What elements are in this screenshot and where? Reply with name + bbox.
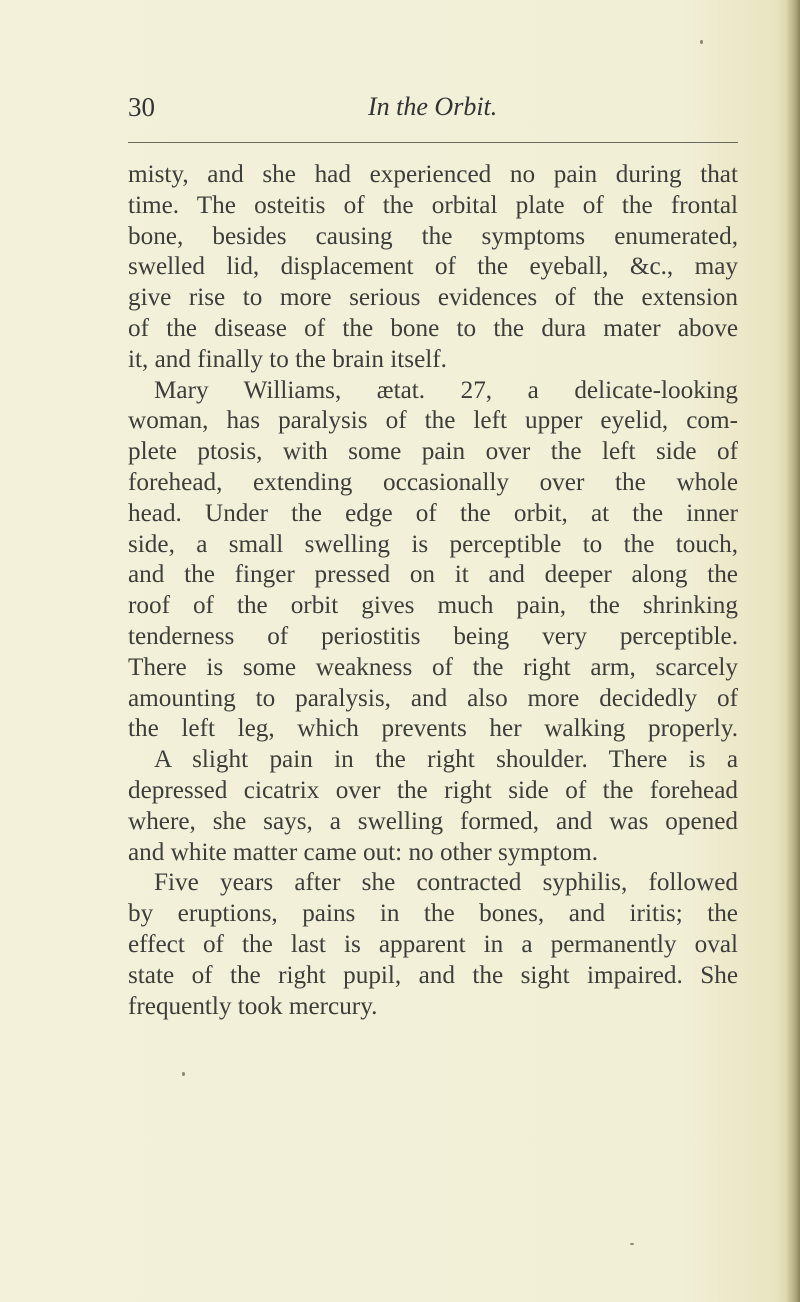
text-line: time. The osteitis of the orbital plate of the frontal <box>128 191 738 219</box>
text-line: plete ptosis, with some pain over the left side of <box>128 438 738 466</box>
page-edge-shadow <box>786 0 800 1302</box>
text-line: frequently took mercury. <box>128 992 378 1020</box>
running-title: In the Orbit. <box>368 92 498 121</box>
text-line: by eruptions, pains in the bones, and iritis; the <box>128 900 738 928</box>
page-number: 30 <box>128 92 155 122</box>
text-line: it, and finally to the brain itself. <box>128 345 447 373</box>
text-line: Five years after she contracted syphilis, followed <box>154 869 738 897</box>
paper-speck <box>700 40 703 44</box>
text-line: misty, and she had experienced no pain during that <box>128 161 738 188</box>
page-header <box>128 92 738 132</box>
text-line: and the finger pressed on it and deeper along the <box>128 561 738 589</box>
text-line: amounting to paralysis, and also more decidedly of <box>128 684 738 712</box>
text-line: swelled lid, displacement of the eyeball, &c., may <box>128 253 738 281</box>
paper-speck <box>182 1072 185 1076</box>
text-line: A slight pain in the right shoulder. There is a <box>154 746 738 774</box>
text-line: head. Under the edge of the orbit, at the inner <box>128 499 738 527</box>
text-line: tenderness of periostitis being very perceptible. <box>128 622 738 650</box>
text-line: where, she says, a swelling formed, and was opened <box>128 807 738 835</box>
paper-speck <box>630 1243 634 1245</box>
text-line: There is some weakness of the right arm, scarcely <box>128 653 738 681</box>
text-line: give rise to more serious evidences of the extension <box>128 284 738 312</box>
header-rule <box>128 142 738 143</box>
text-line: state of the right pupil, and the sight impaired. She <box>128 961 738 989</box>
text-line: Mary Williams, ætat. 27, a delicate-looking <box>154 376 738 404</box>
text-line: the left leg, which prevents her walking properly. <box>128 715 738 743</box>
text-line: forehead, extending occasionally over the whole <box>128 468 738 496</box>
text-line: of the disease of the bone to the dura mater above <box>128 314 738 342</box>
text-line: depressed cicatrix over the right side of the forehead <box>128 776 738 804</box>
text-line: side, a small swelling is perceptible to the touch, <box>128 530 738 558</box>
body-text <box>128 160 738 1022</box>
text-line: woman, has paralysis of the left upper eyelid, com- <box>128 407 738 435</box>
text-line: and white matter came out: no other symptom. <box>128 838 599 866</box>
text-line: roof of the orbit gives much pain, the shrinking <box>128 592 738 620</box>
text-line: effect of the last is apparent in a permanently oval <box>128 930 738 958</box>
text-line: bone, besides causing the symptoms enumerated, <box>128 222 738 250</box>
